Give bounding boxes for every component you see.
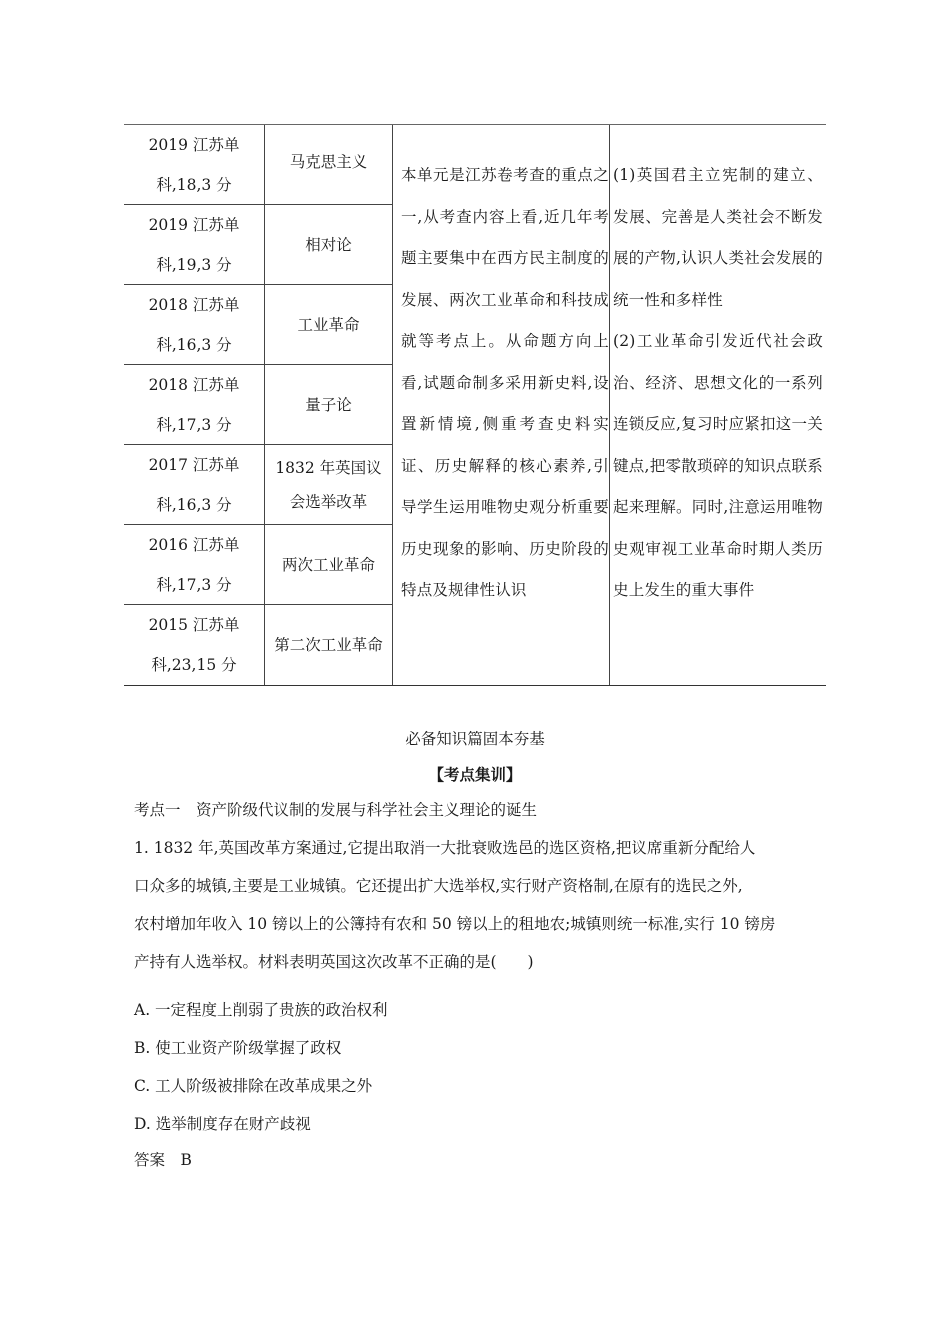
exam-analysis-text: 本单元是江苏卷考查的重点之一,从考查内容上看,近几年考题主要集中在西方民主制度的发展、两次工业革命和科技成就等考点上。从命题方向上看,试题命制多采用新史料,设置新情境,侧重考查史料实证、历史解释的核心素养,引导学生运用唯物史观分析重要历史现象的影响、历史阶段的特点及规律性认识 [401,166,609,599]
question-text: 1. 1832 年,英国改革方案通过,它提出取消一大批衰败选邑的选区资格,把议席重新分配给人 口众多的城镇,主要是工业城镇。它还提出扩大选举权,实行财产资格制,在原有的选民之外, 农村增加年收入 10 镑以上的公簿持有农和 50 镑以上的租地农;城镇则统一标准,实行 10 镑房 产持有人选举权。材料表明英国这次改革不正确的是( ) [134,839,776,971]
topic-cell: 马克思主义 [265,125,392,205]
review-requirements [613,155,823,612]
topic-cell: 第二次工业革命 [274,636,383,654]
exam-analysis-table [124,124,826,686]
table-row: 2019 江苏单 科,19,3 分 [124,205,264,285]
answer: 答案 B [134,1151,192,1169]
table-row: 2017 江苏单 科,16,3 分 [124,445,264,525]
topic-cell: 相对论 [265,205,392,285]
topic-cell: 1832 年英国议会选举改革 [265,445,392,525]
answer-options [134,991,826,1143]
table-row: 2016 江苏单 科,17,3 分 [124,525,264,605]
sub-heading: 【考点集训】 [428,765,522,784]
table-row: 2018 江苏单 科,16,3 分 [124,285,264,365]
table-row: 2015 江苏单 科,23,15 分 [148,616,240,674]
topic-cell: 量子论 [265,365,392,445]
table-divider [609,125,610,685]
table-row: 2018 江苏单 科,17,3 分 [124,365,264,445]
requirement-item: (1)英国君主立宪制的建立、发展、完善是人类社会不断发展的产物,认识人类社会发展的统一性和多样性 [613,166,823,309]
option-b: B. 使工业资产阶级掌握了政权 [134,1039,342,1057]
topic-cell: 两次工业革命 [265,525,392,605]
table-row: 2019 江苏单 科,18,3 分 [124,125,264,205]
option-a: A. 一定程度上削弱了贵族的政治权利 [134,1001,388,1019]
option-d: D. 选举制度存在财产歧视 [134,1115,311,1133]
requirement-item: (2)工业革命引发近代社会政治、经济、思想文化的一系列连锁反应,复习时应紧扣这一关键点,把零散琐碎的知识点联系起来理解。同时,注意运用唯物史观审视工业革命时期人类历史上发生的重大事件 [613,332,823,599]
topic-heading: 考点一 资产阶级代议制的发展与科学社会主义理论的诞生 [134,801,538,819]
topic-cell: 工业革命 [265,285,392,365]
option-c: C. 工人阶级被排除在改革成果之外 [134,1077,373,1095]
section-title: 必备知识篇固本夯基 [405,730,545,748]
table-divider [392,125,393,685]
